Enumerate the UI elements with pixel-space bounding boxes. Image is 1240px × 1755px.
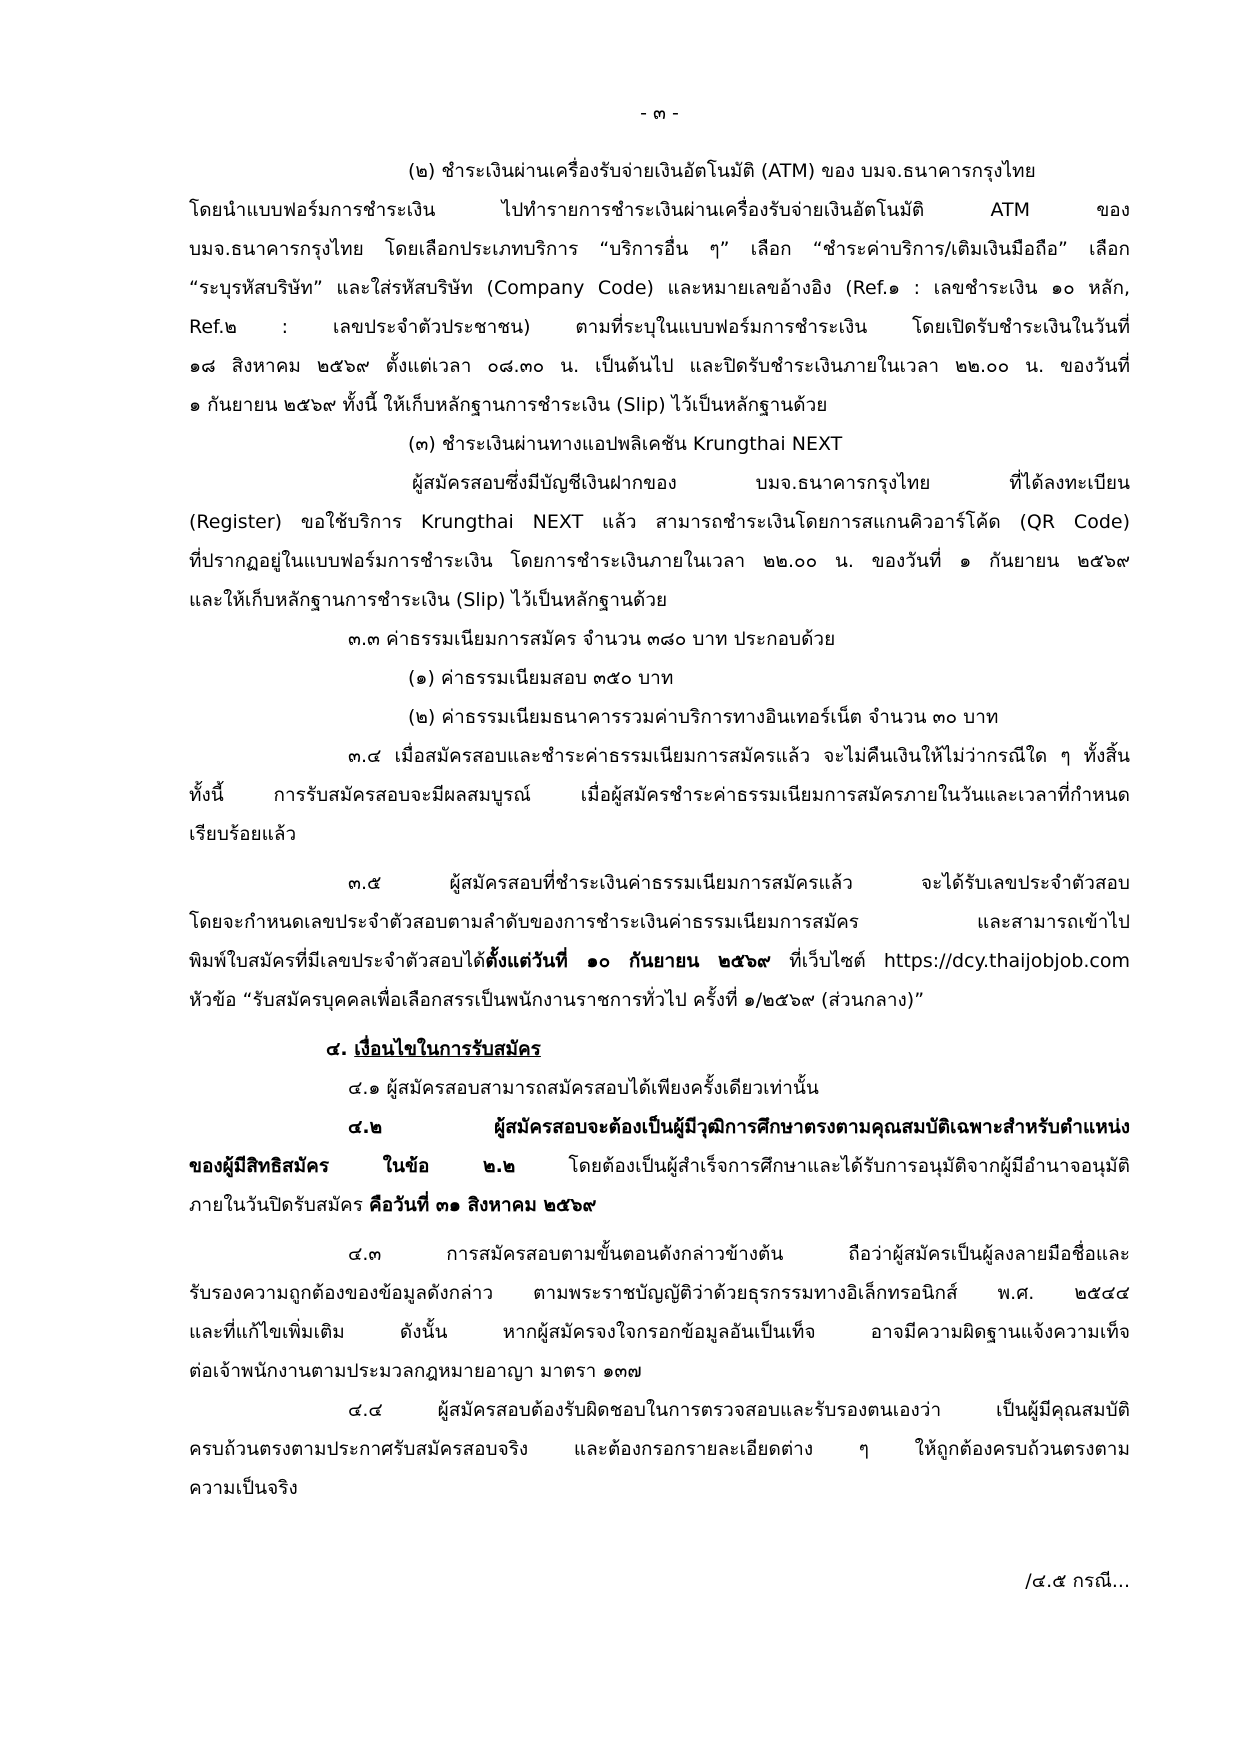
paragraph-line: หัวข้อ “รับสมัครบุคคลเพื่อเลือกสรรเป็นพนักงานราชการทั่วไป ครั้งที่ ๑/๒๕๖๙ (ส่วนกลาง)” (189, 989, 925, 1011)
section-title: เงื่อนไขในการรับสมัคร (354, 1038, 541, 1060)
paragraph-line (189, 1147, 1130, 1185)
paragraph-line: และที่แก้ไขเพิ่มเติม ดังนั้น หากผู้สมัครจงใจกรอกข้อมูลอันเป็นเท็จ อาจมีความผิดฐานแจ้งความเท็จ (189, 1321, 1130, 1343)
emphasis-date: ตั้งแต่วันที่ ๑๐ กันยายน ๒๕๖๙ (485, 950, 771, 972)
paragraph-line: ที่ปรากฏอยู่ในแบบฟอร์มการชำระเงิน โดยการชำระเงินภายในเวลา ๒๒.๐๐ น. ของวันที่ ๑ กันยายน ๒๕๖๙ (189, 550, 1130, 572)
paragraph-line: ทั้งนี้ การรับสมัครสอบจะมีผลสมบูรณ์ เมื่อผู้สมัครชำระค่าธรรมเนียมการสมัครภายในวันและเวลาที่กำหนด (189, 784, 1130, 806)
paragraph-line: ความเป็นจริง (189, 1477, 298, 1499)
paragraph-line (189, 1186, 1130, 1224)
paragraph-line: (๒) ชำระเงินผ่านเครื่องรับจ่ายเงินอัตโนมัติ (ATM) ของ บมจ.ธนาคารกรุงไทย (408, 160, 1036, 182)
line-text: พิมพ์ใบสมัครที่มีเลขประจำตัวสอบได้ (189, 950, 486, 972)
paragraph-line: ๑ กันยายน ๒๕๖๙ ทั้งนี้ ให้เก็บหลักฐานการชำระเงิน (Slip) ไว้เป็นหลักฐานด้วย (189, 394, 828, 416)
paragraph-line (189, 942, 1130, 980)
paragraph-line: โดยจะกำหนดเลขประจำตัวสอบตามลำดับของการชำระเงินค่าธรรมเนียมการสมัคร และสามารถเข้าไป (189, 911, 1130, 933)
emphasis-date: คือวันที่ ๓๑ สิงหาคม ๒๕๖๙ (369, 1194, 597, 1216)
paragraph-line: ๓.๔ เมื่อสมัครสอบและชำระค่าธรรมเนียมการสมัครแล้ว จะไม่คืนเงินให้ไม่ว่ากรณีใด ๆ ทั้งสิ้น (348, 745, 1130, 767)
emphasis-text: ของผู้มีสิทธิสมัคร ในข้อ ๒.๒ (189, 1155, 516, 1177)
line-text: ภายในวันปิดรับสมัคร (189, 1194, 369, 1216)
paragraph-line: (Register) ขอใช้บริการ Krungthai NEXT แล้ว สามารถชำระเงินโดยการสแกนคิวอาร์โค้ด (QR Code) (189, 511, 1130, 533)
section-heading (326, 1030, 1130, 1068)
paragraph-line: ๔.๓ การสมัครสอบตามขั้นตอนดังกล่าวข้างต้น ถือว่าผู้สมัครเป็นผู้ลงลายมือชื่อและ (348, 1243, 1130, 1265)
paragraph-line: “ระบุรหัสบริษัท” และใส่รหัสบริษัท (Company Code) และหมายเลขอ้างอิง (Ref.๑ : เลขชำระเงิน ๑๐ หลัก, (189, 277, 1130, 299)
paragraph-line: (๓) ชำระเงินผ่านทางแอปพลิเคชัน Krungthai NEXT (408, 433, 843, 455)
line-text: โดยต้องเป็นผู้สำเร็จการศึกษาและได้รับการอนุมัติจากผู้มีอำนาจอนุมัติ (515, 1155, 1130, 1177)
paragraph-line: (๒) ค่าธรรมเนียมธนาคารรวมค่าบริการทางอินเทอร์เน็ต จำนวน ๓๐ บาท (408, 706, 999, 728)
paragraph-line: ผู้สมัครสอบซึ่งมีบัญชีเงินฝากของ บมจ.ธนาคารกรุงไทย ที่ได้ลงทะเบียน (412, 472, 1130, 494)
paragraph-line: ๔.๔ ผู้สมัครสอบต้องรับผิดชอบในการตรวจสอบและรับรองตนเองว่า เป็นผู้มีคุณสมบัติ (348, 1399, 1130, 1421)
paragraph-line: Ref.๒ : เลขประจำตัวประชาชน) ตามที่ระบุในแบบฟอร์มการชำระเงิน โดยเปิดรับชำระเงินในวันที่ (189, 316, 1130, 338)
paragraph-line: (๑) ค่าธรรมเนียมสอบ ๓๕๐ บาท (408, 667, 674, 689)
line-text: ที่เว็บไซต์ https://dcy.thaijobjob.com (770, 950, 1131, 972)
paragraph-line: ครบถ้วนตรงตามประกาศรับสมัครสอบจริง และต้องกรอกรายละเอียดต่าง ๆ ให้ถูกต้องครบถ้วนตรงตาม (189, 1438, 1130, 1460)
paragraph-line: เรียบร้อยแล้ว (189, 823, 297, 845)
paragraph-line: ต่อเจ้าพนักงานตามประมวลกฎหมายอาญา มาตรา ๑๓๗ (189, 1360, 642, 1382)
paragraph-line: ๓.๕ ผู้สมัครสอบที่ชำระเงินค่าธรรมเนียมการสมัครแล้ว จะได้รับเลขประจำตัวสอบ (348, 872, 1130, 894)
paragraph-line: ๑๘ สิงหาคม ๒๕๖๙ ตั้งแต่เวลา ๐๘.๓๐ น. เป็นต้นไป และปิดรับชำระเงินภายในเวลา ๒๒.๐๐ น. ของวันที่ (189, 355, 1130, 377)
paragraph-line: ๔.๑ ผู้สมัครสอบสามารถสมัครสอบได้เพียงครั้งเดียวเท่านั้น (348, 1077, 819, 1099)
paragraph-line: ๔.๒ ผู้สมัครสอบจะต้องเป็นผู้มีวุฒิการศึกษาตรงตามคุณสมบัติเฉพาะสำหรับตำแหน่ง (348, 1116, 1130, 1138)
paragraph-line: และให้เก็บหลักฐานการชำระเงิน (Slip) ไว้เป็นหลักฐานด้วย (189, 589, 668, 611)
paragraph-line: รับรองความถูกต้องของข้อมูลดังกล่าว ตามพระราชบัญญัติว่าด้วยธุรกรรมทางอิเล็กทรอนิกส์ พ.ศ. ๒๕๔๔ (189, 1282, 1130, 1304)
page-number: - ๓ - (640, 102, 679, 124)
paragraph-line: บมจ.ธนาคารกรุงไทย โดยเลือกประเภทบริการ “บริการอื่น ๆ” เลือก “ชำระค่าบริการ/เติมเงินมือถือ” เลือก (189, 238, 1130, 260)
paragraph-line: ๓.๓ ค่าธรรมเนียมการสมัคร จำนวน ๓๘๐ บาท ประกอบด้วย (348, 628, 836, 650)
continuation-marker: /๔.๕ กรณี... (1025, 1570, 1130, 1592)
section-number: ๔. (326, 1038, 355, 1060)
paragraph-line: โดยนำแบบฟอร์มการชำระเงิน ไปทำรายการชำระเงินผ่านเครื่องรับจ่ายเงินอัตโนมัติ ATM ของ (189, 199, 1130, 221)
